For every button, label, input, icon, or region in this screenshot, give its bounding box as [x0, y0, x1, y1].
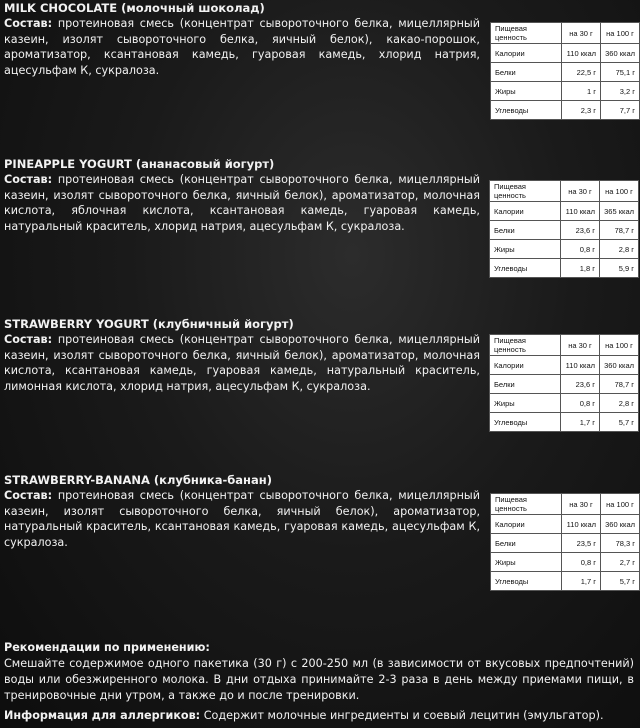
- flavor-title: [4, 316, 480, 332]
- nutrient-per100: 5,9 г: [600, 259, 639, 278]
- nutrition-row: [491, 553, 640, 572]
- flavor-title-en: STRAWBERRY-BANANA: [4, 473, 150, 487]
- nutrition-header-per30: на 30 г: [562, 23, 601, 44]
- nutrition-row: [491, 63, 640, 82]
- nutrient-per100: 78,7 г: [600, 221, 639, 240]
- composition-text: [4, 172, 480, 234]
- flavor-title-ru: (молочный шоколад): [121, 1, 265, 15]
- flavor-title-ru: (ананасовый йогурт): [135, 157, 275, 171]
- composition-body: протеиновая смесь (концентрат сывороточного белка, мицеллярный казеин, изолят сывороточного белка, яичный белок), ароматизатор, молочная кислота, яблочная кислота, ксантановая камедь, гуаровая камедь, натуральный краситель, хлорид натрия, ацесульфам К, сукралоза.: [4, 173, 480, 233]
- composition-body: протеиновая смесь (концентрат сывороточного белка, мицеллярный казеин, изолят сывороточного белка, яичный белок), ароматизатор, молочная кислота, ксантановая камедь, гуаровая камедь, натуральный краситель, лимонная кислота, хлорид натрия, ацесульфам К, сукралоза.: [4, 333, 480, 393]
- nutrition-header-row: [491, 494, 640, 515]
- nutrient-name: Калории: [490, 202, 561, 221]
- nutrient-name: Калории: [491, 515, 562, 534]
- nutrient-per100: 78,7 г: [600, 375, 639, 394]
- composition-body: протеиновая смесь (концентрат сывороточного белка, мицеллярный казеин, изолят сывороточного белка, яичный белок), ароматизатор, натуральный краситель, ксантановая камедь, гуаровая камедь, ацесульфам К, сукралоза.: [4, 489, 480, 549]
- nutrient-name: Белки: [490, 375, 561, 394]
- nutrition-row: [490, 375, 639, 394]
- nutrition-row: [491, 82, 640, 101]
- nutrition-table-strawberry-banana: [490, 493, 640, 591]
- nutrient-name: Углеводы: [490, 259, 561, 278]
- nutrition-header-label: Пищевая ценность: [490, 181, 561, 202]
- flavor-section-pineapple-yogurt: [4, 156, 480, 234]
- nutrition-header-per100: на 100 г: [600, 335, 639, 356]
- flavor-title-en: STRAWBERRY YOGURT: [4, 317, 149, 331]
- flavor-title: [4, 156, 480, 172]
- nutrient-per100: 2,8 г: [600, 394, 639, 413]
- nutrient-per100: 2,7 г: [601, 553, 640, 572]
- nutrition-row: [490, 202, 639, 221]
- allergy-label: Информация для аллергиков:: [4, 709, 201, 722]
- flavor-section-strawberry-banana: [4, 472, 480, 550]
- nutrition-header-row: [490, 335, 639, 356]
- flavor-section-strawberry-yogurt: [4, 316, 480, 394]
- nutrition-row: [490, 259, 639, 278]
- composition-text: [4, 16, 480, 78]
- nutrient-per100: 360 ккал: [601, 44, 640, 63]
- nutrient-per30: 1,7 г: [561, 413, 600, 432]
- composition-body: протеиновая смесь (концентрат сывороточного белка, мицеллярный казеин, изолят сывороточного белка, яичный белок), какао-порошок, ароматизатор, ксантановая камедь, гуаровая камедь, хлорид натрия, ацесульфам К, сукралоза.: [4, 17, 480, 77]
- flavor-title-ru: (клубника-банан): [153, 473, 272, 487]
- usage-recommendations: [4, 640, 634, 704]
- nutrient-name: Жиры: [491, 82, 562, 101]
- nutrition-row: [491, 534, 640, 553]
- nutrition-row: [491, 101, 640, 120]
- nutrition-header-per30: на 30 г: [562, 494, 601, 515]
- nutrient-per30: 23,6 г: [561, 221, 600, 240]
- nutrient-name: Белки: [491, 63, 562, 82]
- nutrient-per100: 360 ккал: [601, 515, 640, 534]
- flavor-title-ru: (клубничный йогурт): [152, 317, 294, 331]
- nutrient-name: Белки: [491, 534, 562, 553]
- nutrition-header-label: Пищевая ценность: [491, 494, 562, 515]
- recommendations-title: Рекомендации по применению:: [4, 641, 210, 654]
- nutrition-table-strawberry-yogurt: [489, 334, 639, 432]
- nutrient-per30: 1,7 г: [562, 572, 601, 591]
- nutrient-name: Углеводы: [491, 572, 562, 591]
- flavor-title: [4, 472, 480, 488]
- nutrition-row: [490, 356, 639, 375]
- nutrition-row: [491, 515, 640, 534]
- nutrient-name: Углеводы: [491, 101, 562, 120]
- nutrient-per30: 0,8 г: [561, 240, 600, 259]
- composition-text: [4, 488, 480, 550]
- nutrition-header-per100: на 100 г: [601, 494, 640, 515]
- flavor-title-en: PINEAPPLE YOGURT: [4, 157, 132, 171]
- nutrition-row: [490, 240, 639, 259]
- nutrient-per30: 110 ккал: [561, 202, 600, 221]
- nutrient-per100: 365 ккал: [600, 202, 639, 221]
- nutrition-row: [490, 221, 639, 240]
- nutrient-per100: 75,1 г: [601, 63, 640, 82]
- nutrient-per30: 23,6 г: [561, 375, 600, 394]
- nutrition-row: [491, 572, 640, 591]
- nutrition-header-per100: на 100 г: [601, 23, 640, 44]
- nutrient-name: Углеводы: [490, 413, 561, 432]
- nutrient-per100: 7,7 г: [601, 101, 640, 120]
- nutrient-per100: 3,2 г: [601, 82, 640, 101]
- nutrient-per100: 5,7 г: [600, 413, 639, 432]
- nutrient-per100: 78,3 г: [601, 534, 640, 553]
- nutrition-row: [490, 413, 639, 432]
- nutrient-per30: 110 ккал: [562, 515, 601, 534]
- composition-label: Состав:: [4, 173, 53, 186]
- allergy-info: [4, 708, 636, 724]
- nutrition-header-row: [491, 23, 640, 44]
- nutrient-name: Калории: [490, 356, 561, 375]
- nutrient-per30: 2,3 г: [562, 101, 601, 120]
- composition-label: Состав:: [4, 333, 53, 346]
- nutrition-header-label: Пищевая ценность: [490, 335, 561, 356]
- nutrient-per100: 2,8 г: [600, 240, 639, 259]
- nutrient-per100: 5,7 г: [601, 572, 640, 591]
- nutrient-per30: 1,8 г: [561, 259, 600, 278]
- nutrient-name: Жиры: [490, 240, 561, 259]
- nutrient-name: Жиры: [491, 553, 562, 572]
- nutrient-per30: 22,5 г: [562, 63, 601, 82]
- recommendations-text: Смешайте содержимое одного пакетика (30 г) с 200-250 мл (в зависимости от вкусовых предпочтений) воды или обезжиренного молока. В дни отдыха принимайте 2-3 раза в день между приемами пищи, в тренировочные дни утром, а также до и после тренировки.: [4, 657, 634, 702]
- composition-label: Состав:: [4, 489, 53, 502]
- nutrition-row: [490, 394, 639, 413]
- flavor-section-milk-chocolate: [4, 0, 480, 78]
- nutrition-row: [491, 44, 640, 63]
- nutrient-name: Белки: [490, 221, 561, 240]
- nutrition-header-row: [490, 181, 639, 202]
- nutrient-per30: 0,8 г: [561, 394, 600, 413]
- flavor-title: [4, 0, 480, 16]
- flavor-title-en: MILK CHOCOLATE: [4, 1, 118, 15]
- nutrient-per100: 360 ккал: [600, 356, 639, 375]
- allergy-text: Содержит молочные ингредиенты и соевый лецитин (эмульгатор).: [203, 709, 604, 722]
- nutrition-header-per30: на 30 г: [561, 181, 600, 202]
- nutrient-per30: 110 ккал: [562, 44, 601, 63]
- nutrient-per30: 110 ккал: [561, 356, 600, 375]
- composition-text: [4, 332, 480, 394]
- nutrient-per30: 1 г: [562, 82, 601, 101]
- nutrient-per30: 23,5 г: [562, 534, 601, 553]
- nutrition-header-per100: на 100 г: [600, 181, 639, 202]
- composition-label: Состав:: [4, 17, 53, 30]
- nutrient-name: Калории: [491, 44, 562, 63]
- nutrition-table-pineapple-yogurt: [489, 180, 639, 278]
- nutrient-per30: 0,8 г: [562, 553, 601, 572]
- nutrition-header-label: Пищевая ценность: [491, 23, 562, 44]
- nutrient-name: Жиры: [490, 394, 561, 413]
- nutrition-table-milk-chocolate: [490, 22, 640, 120]
- nutrition-header-per30: на 30 г: [561, 335, 600, 356]
